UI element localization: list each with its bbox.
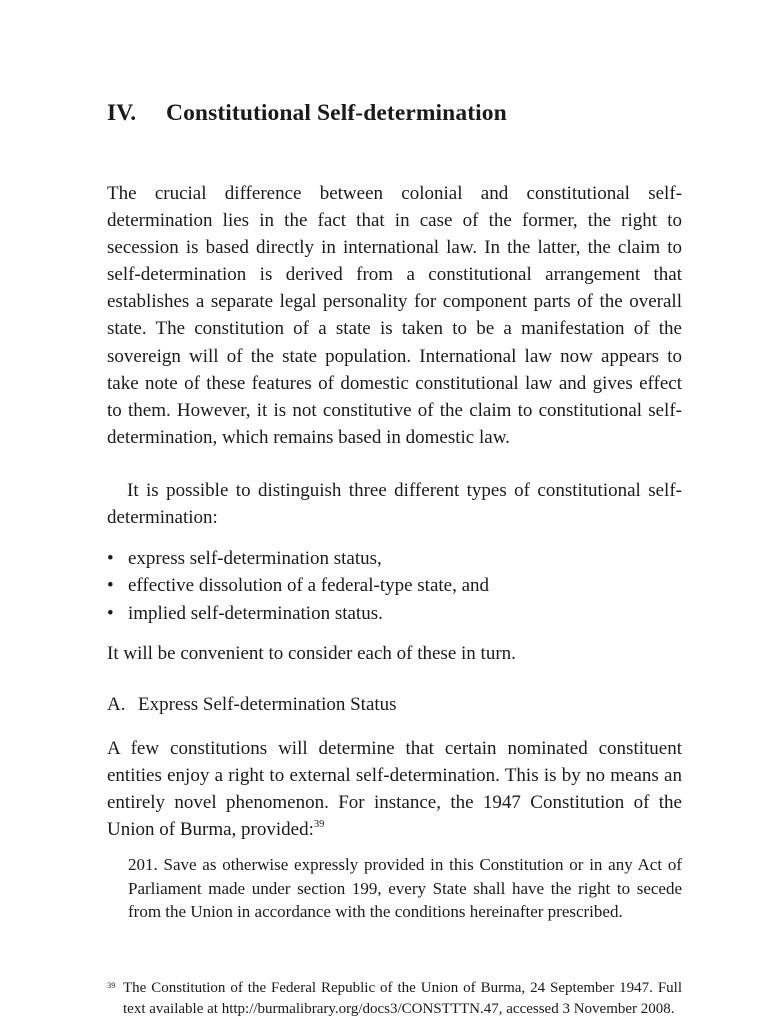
section-number: IV. — [107, 100, 137, 126]
section-title: Constitutional Self-determination — [166, 100, 507, 126]
bullet-icon: • — [107, 575, 114, 597]
types-list — [107, 545, 489, 627]
section-heading — [107, 100, 507, 127]
paragraph-colonial-vs-constitutional: The crucial difference between colonial and constitutional self-determination lies in the fact that in case of the former, the right to secession is based directly in international law. In the latter, the claim to self-determination is derived from a constitutional arrangement that establishes a separate legal personality for component parts of the overall state. The constitution of a state is taken to be a manifestation of the sovereign will of the state population. International law now appears to take note of these features of domestic constitutional law and gives effect to them. However, it is not constitutive of the claim to constitutional self-determination, which remains based in domestic law. — [107, 183, 682, 448]
list-item: • effective dissolution of a federal-type state, and — [107, 572, 489, 599]
paragraph-express-status: A few constitutions will determine that certain nominated constituent entities enjoy a right to external self-determination. This is by no means an entirely novel phenomenon. For instance, the 1947 Constitution of the Union of Burma, provided:$^{39}$ — [107, 738, 682, 841]
footnote-text: The Constitution of the Federal Republic of the Union of Burma, 24 September 1947. Full text available at http://burmalibrary.org/docs3/CONSTTTN.47, accessed 3 November 2008. — [123, 980, 682, 1017]
document-page — [107, 0, 682, 1024]
bullet-icon: • — [107, 548, 114, 569]
subsection-title: Express Self-determination Status — [138, 694, 397, 715]
paragraph-three-types: It is possible to distinguish three different types of constitutional self-determination: — [107, 480, 682, 529]
paragraph-consider-in-turn: It will be convenient to consider each of these in turn. — [107, 643, 516, 664]
list-item: • express self-determination status, — [107, 545, 489, 572]
list-item: • implied self-determination status. — [107, 600, 489, 627]
subsection-heading — [107, 694, 397, 716]
subsection-letter: A. — [107, 694, 126, 715]
bullet-icon: • — [107, 602, 114, 624]
footnote — [107, 978, 682, 1020]
block-quote: 201. Save as otherwise expressly provided in this Constitution or in any Act of Parliament made under section 199, every State shall have the right to secede from the Union in accordance with the conditions hereinafter prescribed. — [128, 855, 682, 922]
footnote-reference: 39 — [313, 819, 325, 831]
footnote-number: 39 — [107, 980, 116, 990]
